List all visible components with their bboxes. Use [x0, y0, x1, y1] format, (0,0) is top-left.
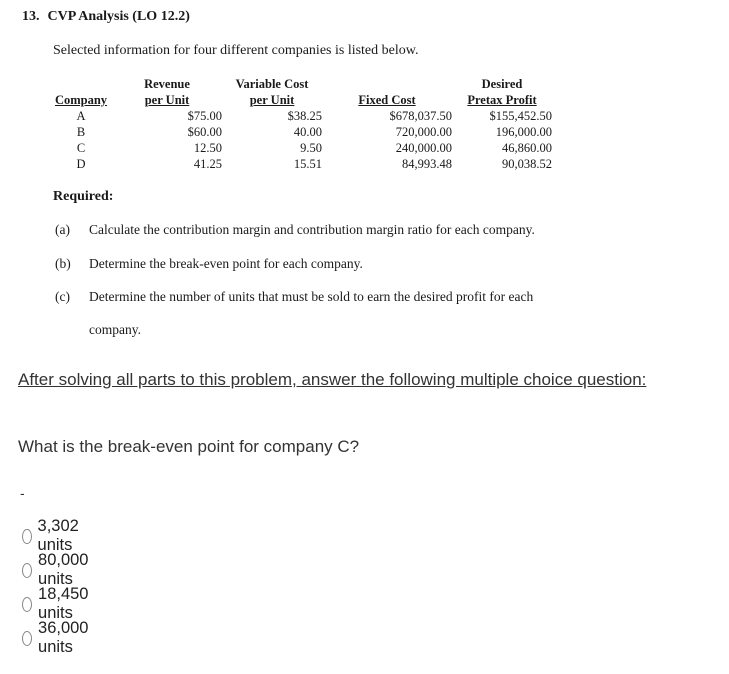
header-revenue-line1: Revenue [144, 77, 190, 91]
problem-number: 13. [22, 9, 40, 24]
cell-desired: $155,452.50 [489, 109, 552, 123]
cell-company: A [76, 109, 86, 123]
table-header-row-1 [50, 76, 552, 92]
cell-desired: 90,038.52 [502, 157, 552, 171]
cell-fixed: 720,000.00 [395, 125, 452, 139]
cell-variable: 15.51 [293, 157, 322, 171]
company-data-table [50, 76, 552, 172]
radio-button-icon[interactable] [22, 563, 32, 578]
answer-option-label: 36,000 units [38, 619, 89, 656]
answer-option-label: 80,000 units [38, 551, 89, 588]
cell-company: B [76, 125, 86, 139]
header-desired-line2: Pretax Profit [467, 93, 537, 107]
required-heading: Required: [53, 189, 114, 204]
cell-variable: 40.00 [293, 125, 322, 139]
problem-intro: Selected information for four different companies is listed below. [53, 43, 419, 58]
radio-button-icon[interactable] [22, 631, 32, 646]
table-row [50, 108, 552, 124]
required-item-text: Calculate the contribution margin and contribution margin ratio for each company. [89, 222, 535, 237]
cell-company: C [76, 141, 86, 155]
required-item-tag: (a) [55, 222, 70, 237]
cell-revenue: $60.00 [187, 125, 222, 139]
header-company: Company [54, 93, 108, 107]
cell-variable: 9.50 [300, 141, 322, 155]
cell-variable: $38.25 [287, 109, 322, 123]
radio-button-icon[interactable] [22, 597, 32, 612]
required-item-text: Determine the number of units that must be sold to earn the desired profit for each [89, 289, 534, 304]
required-item-continuation: company. [89, 322, 141, 337]
required-item-text: Determine the break-even point for each company. [89, 256, 363, 271]
cell-revenue: 12.50 [193, 141, 222, 155]
dash-marker: - [20, 485, 25, 501]
cell-fixed: 240,000.00 [395, 141, 452, 155]
instruction-banner: After solving all parts to this problem, answer the following multiple choice question: [18, 370, 647, 389]
answer-option[interactable] [22, 619, 93, 656]
required-item-tag: (b) [55, 256, 71, 271]
header-variable-line1: Variable Cost [235, 77, 309, 91]
header-fixed: Fixed Cost [358, 93, 416, 107]
cell-fixed: 84,993.48 [402, 157, 452, 171]
problem-header [22, 9, 190, 25]
cell-revenue: $75.00 [187, 109, 222, 123]
header-desired-line1: Desired [481, 77, 523, 91]
radio-button-icon[interactable] [22, 529, 32, 544]
answer-option[interactable] [22, 517, 84, 554]
answer-option[interactable] [22, 585, 93, 622]
question-text: What is the break-even point for company C? [18, 437, 360, 456]
cell-desired: 46,860.00 [502, 141, 552, 155]
cell-fixed: $678,037.50 [389, 109, 452, 123]
table-header-row-2 [50, 92, 552, 108]
answer-option-label: 18,450 units [38, 585, 89, 622]
table-row [50, 156, 552, 172]
answer-option-label: 3,302 units [37, 517, 79, 554]
cell-revenue: 41.25 [193, 157, 222, 171]
header-revenue-line2: per Unit [144, 93, 190, 107]
problem-title: CVP Analysis (LO 12.2) [47, 9, 190, 24]
table-row [50, 140, 552, 156]
answer-option[interactable] [22, 551, 93, 588]
cell-company: D [76, 157, 86, 171]
cell-desired: 196,000.00 [495, 125, 552, 139]
required-item-tag: (c) [55, 289, 70, 304]
table-row [50, 124, 552, 140]
header-variable-line2: per Unit [249, 93, 295, 107]
